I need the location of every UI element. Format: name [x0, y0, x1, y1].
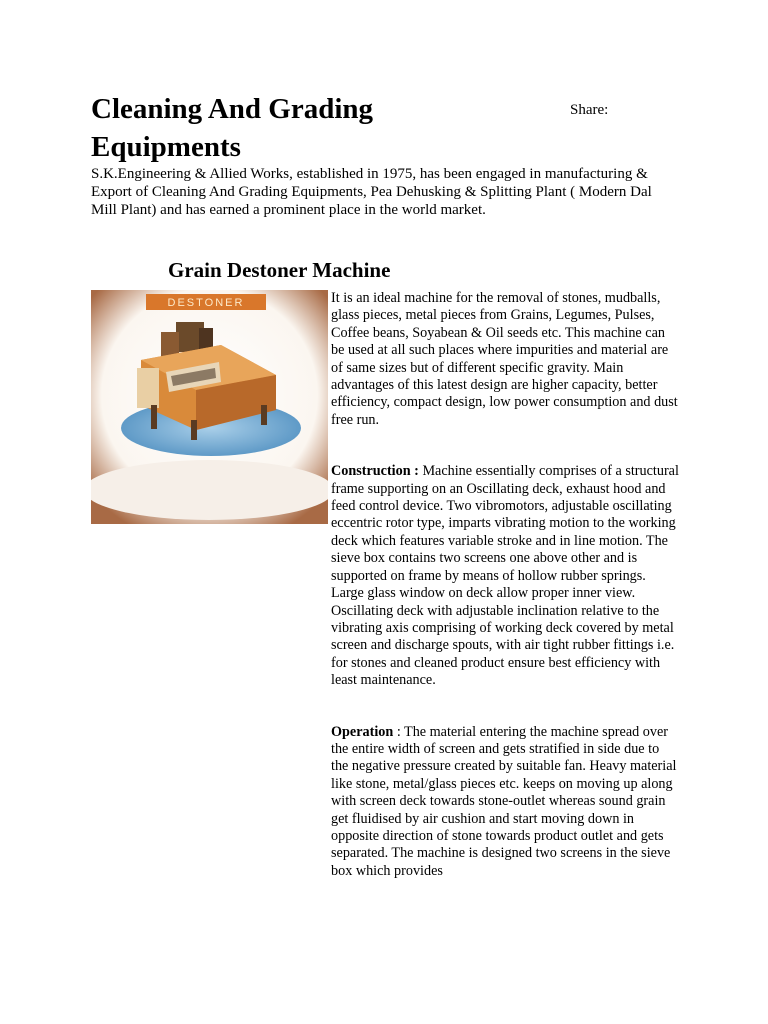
operation-paragraph — [331, 724, 679, 881]
construction-label: Construction : — [331, 463, 419, 480]
machine-description: It is an ideal machine for the removal of stones, mudballs, glass pieces, metal pieces from Grains, Legumes, Pulses, Coffee beans, Soyabean & Oil seeds etc. This machine can be used at all such places where impurities and material are of same sizes but of different specific gravity. Main advantages of this latest design are higher capacity, better efficiency, compact design, low power consumption and dust free run. — [331, 290, 678, 428]
destoner-machine-image — [91, 290, 328, 524]
page-title: Cleaning And Grading Equipments — [91, 93, 374, 163]
construction-text: Machine essentially comprises of a structural frame supporting on an Oscillating deck, exhaust hood and feed control device. Two vibromotors, adjustable oscillating eccentric rotor type, imparts vibrating motion to the working deck which features variable stroke and in line motion. The sieve box contains two screens one above other and is supported on frame by means of hollow rubber springs. Large glass window on deck allow proper inner view. Oscillating deck with adjustable inclination relative to the vibrating axis comprising of working deck covered by metal screen and discharge spouts, with air tight rubber fittings i.e. for stones and cleaned product ensure best efficiency with least maintenance. — [331, 463, 679, 689]
construction-paragraph — [331, 463, 679, 689]
description-column — [331, 290, 679, 914]
operation-label: Operation — [331, 723, 394, 740]
share-label[interactable]: Share: — [570, 102, 609, 118]
intro-paragraph: S.K.Engineering & Allied Works, established in 1975, has been engaged in manufacturing & Export of Cleaning And Grading Equipments, Pea Dehusking & Splitting Plant ( Modern Dal Mill Plant) and has earned a prominent place in the world market. — [91, 166, 652, 218]
section-heading: Grain Destoner Machine — [168, 258, 391, 282]
destoner-sign-text: DESTONER — [167, 297, 245, 309]
operation-text: : The material entering the machine spread over the entire width of screen and gets stratified in side due to the negative pressure created by suitable fan. Heavy material like stone, metal/glass pieces etc. keeps on moving up along with screen deck towards stone-outlet whereas sound grain get fluidised by air cushion and start moving down in opposite direction of stone towards product outlet and gets separated. The machine is designed two screens in the sieve box which provides — [331, 723, 677, 879]
